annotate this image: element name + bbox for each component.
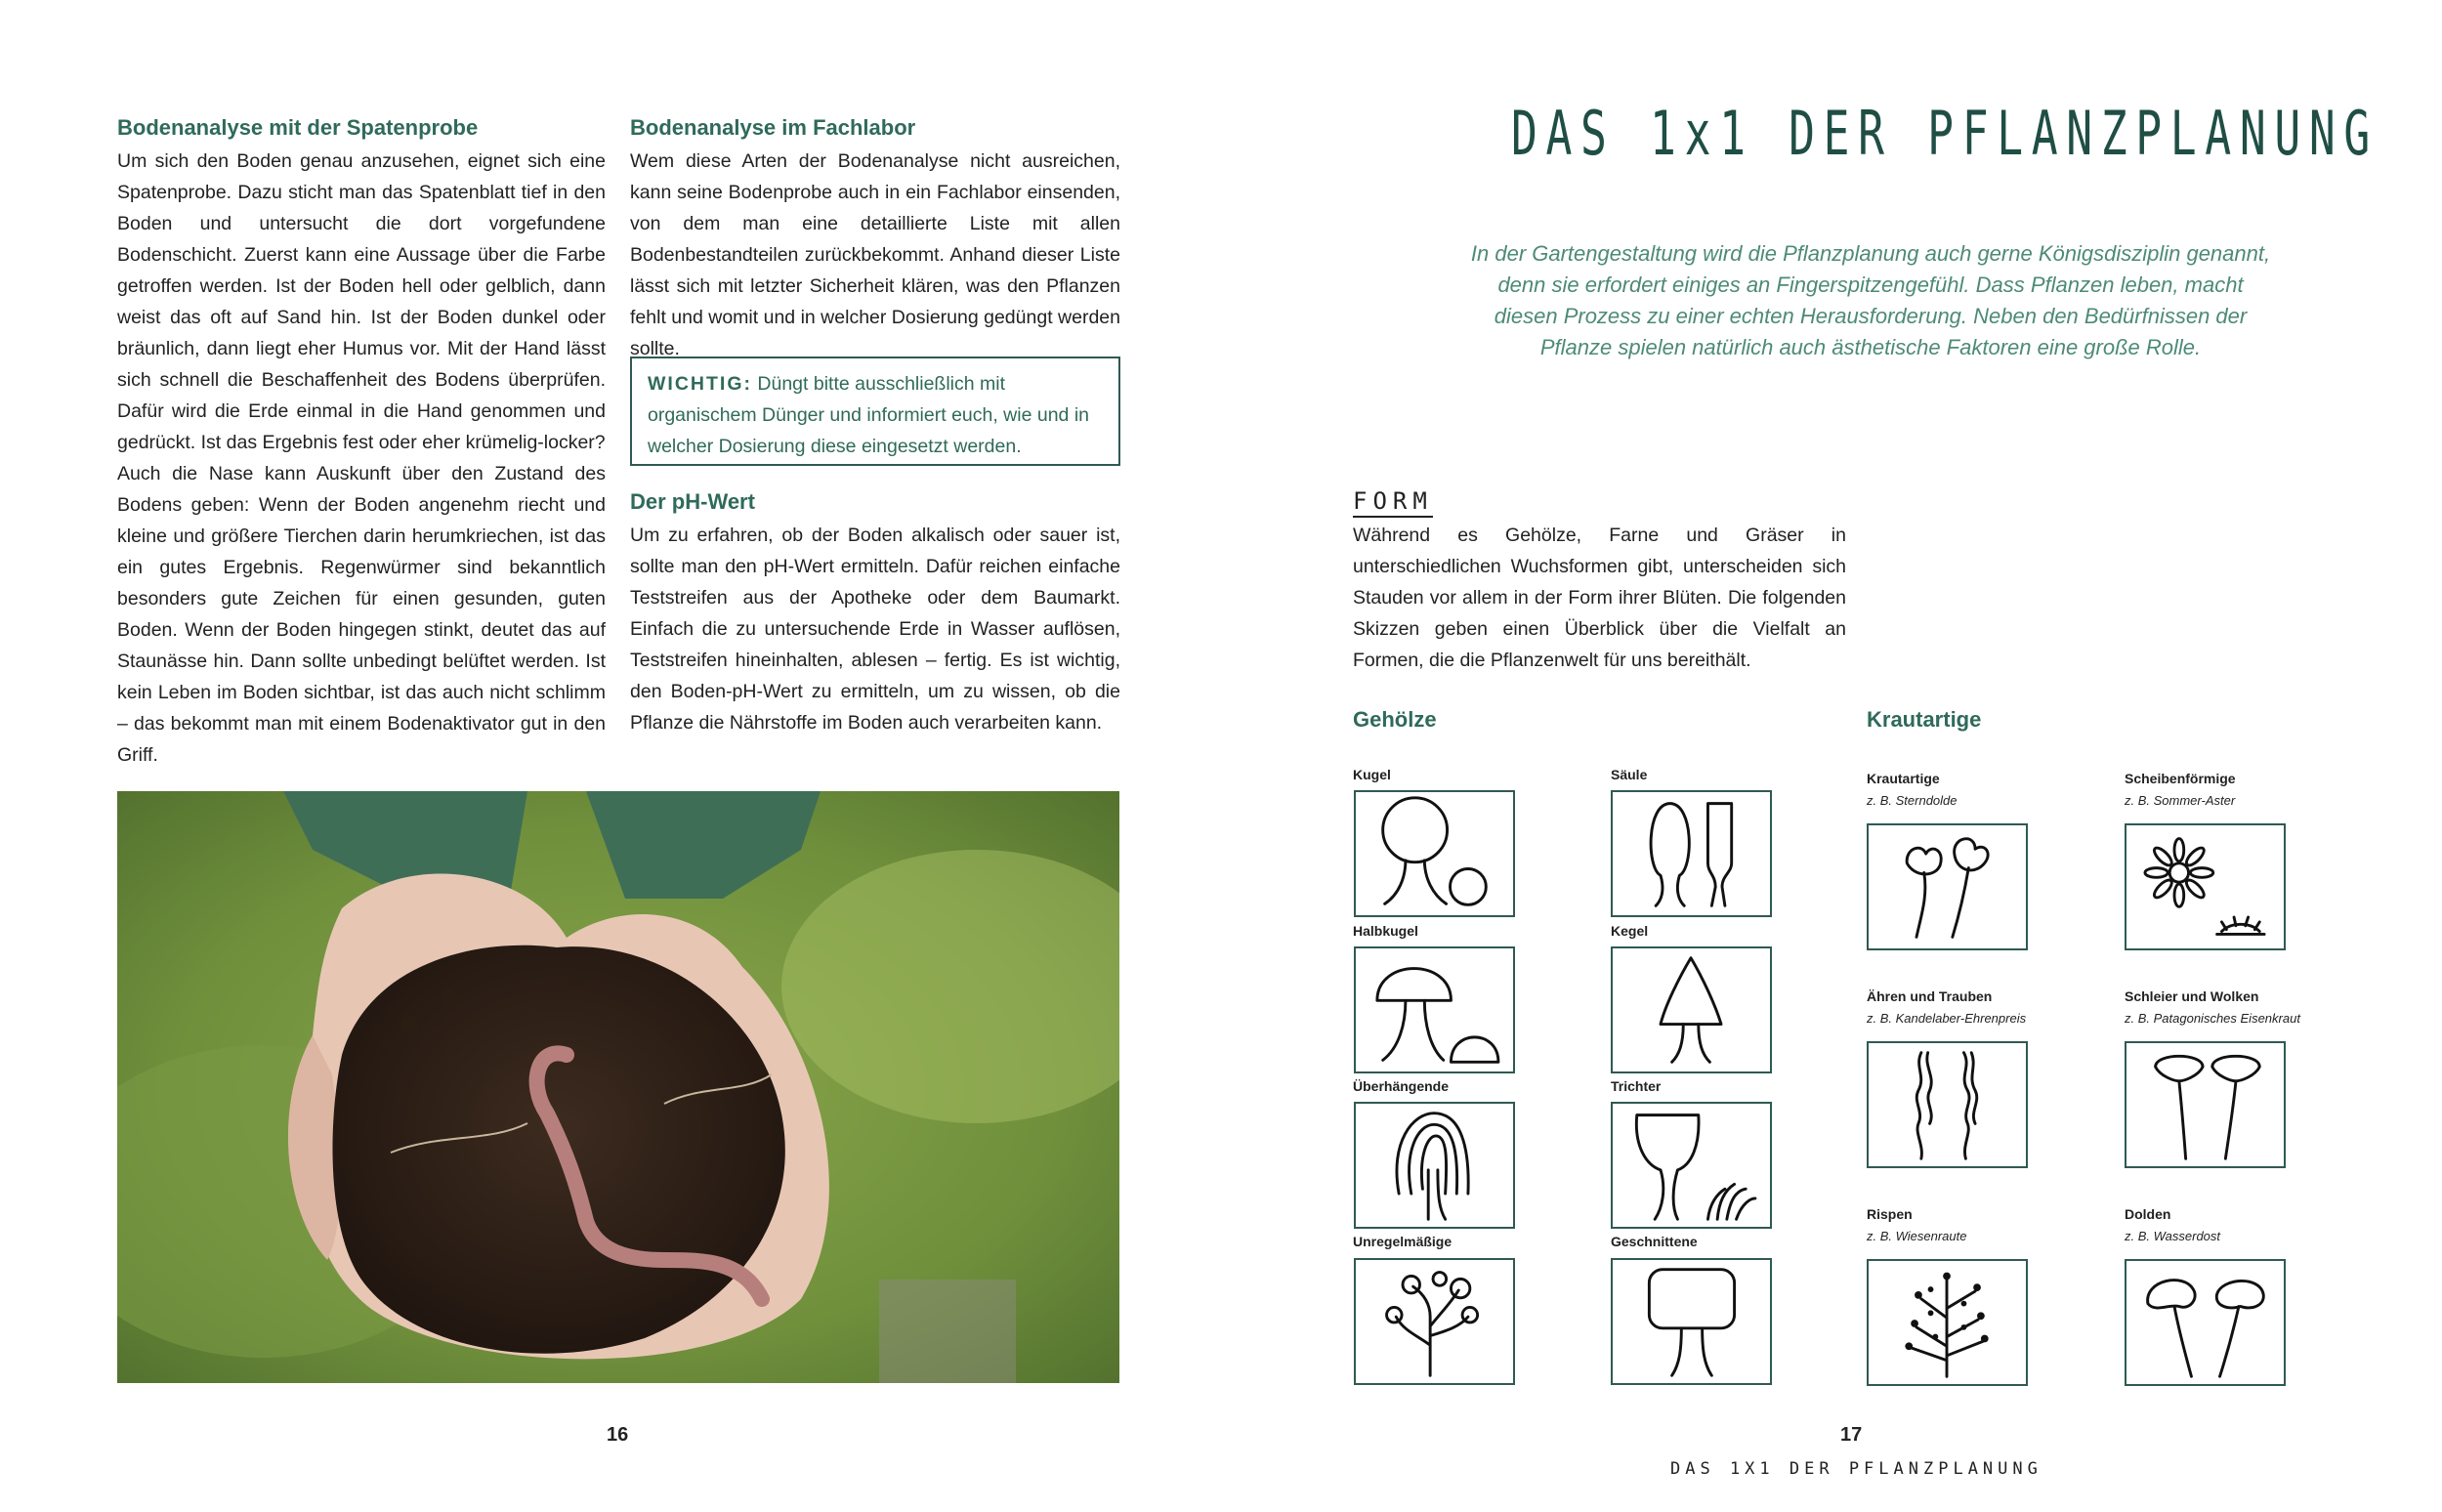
form-heading: FORM [1353, 486, 1433, 518]
trichter-sketch [1611, 1102, 1772, 1229]
important-note-label: WICHTIG: [648, 373, 752, 395]
unregelmaessige-label: Unregelmäßige [1353, 1234, 1453, 1249]
page-title: DAS 1x1 DER PFLANZPLANUNG [1511, 98, 2379, 169]
scheibenfoermige-example: z. B. Sommer-Aster [2125, 793, 2236, 808]
ueberhaengende-label: Überhängende [1353, 1078, 1450, 1094]
form-text: Während es Gehölze, Farne und Gräser in unterschiedlichen Wuchsformen gibt, unterscheiden sich Stauden vor allem in der Form ihrer Blüten. Die folgenden Skizzen geben einen Überblick über die Vielfalt an Formen, die die Pflanzenwelt für uns bereithält. [1353, 525, 1846, 671]
schleier-example: z. B. Patagonisches Eisenkraut [2125, 1011, 2300, 1026]
halbkugel-icon [1356, 948, 1513, 1071]
patagonisches-eisenkraut-icon [2126, 1043, 2284, 1166]
ph-wert-paragraph: Um zu erfahren, ob der Boden alkalisch oder sauer ist, sollte man den pH-Wert ermitteln. Dafür reichen einfache Teststreifen aus der Apotheke oder dem Baumarkt. Einfach die zu untersuchende Erde in Wasser auflösen, Teststreifen hineinhalten, ablesen – fertig. Es ist wichtig, den Boden-pH-Wert zu ermitteln, um zu wissen, ob die Pflanze die Nährstoffe im Boden auch verarbeiten kann. [630, 525, 1120, 734]
important-note-box [630, 357, 1120, 466]
soil-hands-photo [117, 791, 1119, 1383]
spatenprobe-paragraph-1: Um sich den Boden genau anzusehen, eignet sich eine Spatenprobe. Dazu sticht man das Spatenblatt tief in den Boden und untersucht die dort vorgefundene Bodenschicht. Zuerst kann eine Aussage über die Farbe getroffen werden. Ist der Boden hell oder gelblich, dann weist das oft auf Sand hin. Ist der Boden dunkel oder bräunlich, dann liegt eher Humus vor. Mit der Hand lässt sich schnell die Beschaffenheit des Bodens überprüfen. Dafür wird die Erde einmal in die Hand genommen und gedrückt. Ist das Ergebnis fest oder eher krümelig-locker? [117, 150, 606, 453]
kegel-sketch [1611, 946, 1772, 1073]
krautartige-heading: Krautartige [1867, 707, 1982, 732]
aehren-label: Ähren und Trauben [1867, 988, 1993, 1004]
krautartige-item-example: z. B. Sterndolde [1867, 793, 1958, 808]
fachlabor-paragraph: Wem diese Arten der Bodenanalyse nicht ausreichen, kann seine Bodenprobe auch in ein Fachlabor einsenden, von dem man eine detaillierte Liste mit allen Bodenbestandteilen zurückbekommt. Anhand dieser Liste lässt sich mit letzter Sicherheit klären, was den Pflanzen fehlt und womit und in welcher Dosierung gedüngt werden sollte. [630, 150, 1120, 359]
trichter-icon [1613, 1104, 1770, 1227]
dolden-sketch [2125, 1259, 2286, 1386]
aehren-sketch [1867, 1041, 2028, 1168]
scheibenfoermige-label: Scheibenförmige [2125, 771, 2236, 786]
kegel-label: Kegel [1611, 923, 1649, 939]
gehoelze-heading: Gehölze [1353, 707, 1437, 732]
unregelmaessige-sketch [1354, 1258, 1515, 1385]
unregelmaessige-icon [1356, 1260, 1513, 1383]
ph-wert-text [630, 520, 1120, 738]
aehren-example: z. B. Kandelaber-Ehrenpreis [1867, 1011, 2027, 1026]
fachlabor-heading: Bodenanalyse im Fachlabor [630, 115, 916, 140]
kandelaber-ehrenpreis-icon [1869, 1043, 2026, 1166]
spatenprobe-text [117, 146, 606, 771]
ph-wert-heading: Der pH-Wert [630, 489, 755, 514]
kugel-label: Kugel [1353, 767, 1391, 782]
rispen-sketch [1867, 1259, 2028, 1386]
halbkugel-sketch [1354, 946, 1515, 1073]
spatenprobe-paragraph-2: Auch die Nase kann Auskunft über den Zustand des Bodens geben: Wenn der Boden angenehm riecht und kleine und größere Tierchen darin herumkriechen, ist das ein gutes Ergebnis. Regenwürmer sind bekanntlich besonders gute Zeichen für einen gesunden, guten Boden. Wenn der Boden hingegen stinkt, deutet das auf Staunässe hin. Dann sollte unbedingt belüftet werden. Ist kein Leben im Boden sichtbar, ist das auch nicht schlimm – das bekommt man mit einem Bodenaktivator gut in den Griff. [117, 463, 606, 766]
trichter-label: Trichter [1611, 1078, 1662, 1094]
saeule-label: Säule [1611, 767, 1648, 782]
kugel-icon [1356, 792, 1513, 915]
dolden-example: z. B. Wasserdost [2125, 1229, 2221, 1243]
krautartige-sketch [1867, 823, 2028, 950]
rispen-example: z. B. Wiesenraute [1867, 1229, 1967, 1243]
intro-text: In der Gartengestaltung wird die Pflanzplanung auch gerne Königsdisziplin genannt, denn sie erfordert einiges an Fingerspitzengefühl. Dass Pflanzen leben, macht diesen Prozess zu einer echten Herausforderung. Neben den Bedürfnissen der Pflanze spielen natürlich auch ästhetische Faktoren eine große Rolle. [1470, 241, 2271, 359]
ueberhaengende-icon [1356, 1104, 1513, 1227]
krautartige-item-label: Krautartige [1867, 771, 1940, 786]
page-number-left: 16 [607, 1424, 629, 1446]
dolden-label: Dolden [2125, 1206, 2171, 1222]
geschnittene-label: Geschnittene [1611, 1234, 1698, 1249]
scheibenfoermige-sketch [2125, 823, 2286, 950]
saeule-icon [1613, 792, 1770, 915]
geschnittene-icon [1613, 1260, 1770, 1383]
fachlabor-text [630, 146, 1120, 364]
important-note-text: Düngt bitte ausschließlich mit organischem Dünger und informiert euch, wie und in welcher Dosierung diese eingesetzt werden. [648, 373, 1089, 457]
spatenprobe-heading: Bodenanalyse mit der Spatenprobe [117, 115, 479, 140]
running-footer: DAS 1X1 DER PFLANZPLANUNG [1670, 1459, 2042, 1479]
soil-hands-illustration [117, 791, 1119, 1383]
sterndolde-icon [1869, 825, 2026, 948]
saeule-sketch [1611, 790, 1772, 917]
rispen-label: Rispen [1867, 1206, 1913, 1222]
schleier-label: Schleier und Wolken [2125, 988, 2259, 1004]
kegel-icon [1613, 948, 1770, 1071]
wiesenraute-icon [1869, 1261, 2026, 1384]
wasserdost-icon [2126, 1261, 2284, 1384]
schleier-sketch [2125, 1041, 2286, 1168]
sommer-aster-icon [2126, 825, 2284, 948]
ueberhaengende-sketch [1354, 1102, 1515, 1229]
halbkugel-label: Halbkugel [1353, 923, 1418, 939]
kugel-sketch [1354, 790, 1515, 917]
page-number-right: 17 [1840, 1424, 1863, 1446]
geschnittene-sketch [1611, 1258, 1772, 1385]
title-wrapper [1368, 98, 2393, 169]
